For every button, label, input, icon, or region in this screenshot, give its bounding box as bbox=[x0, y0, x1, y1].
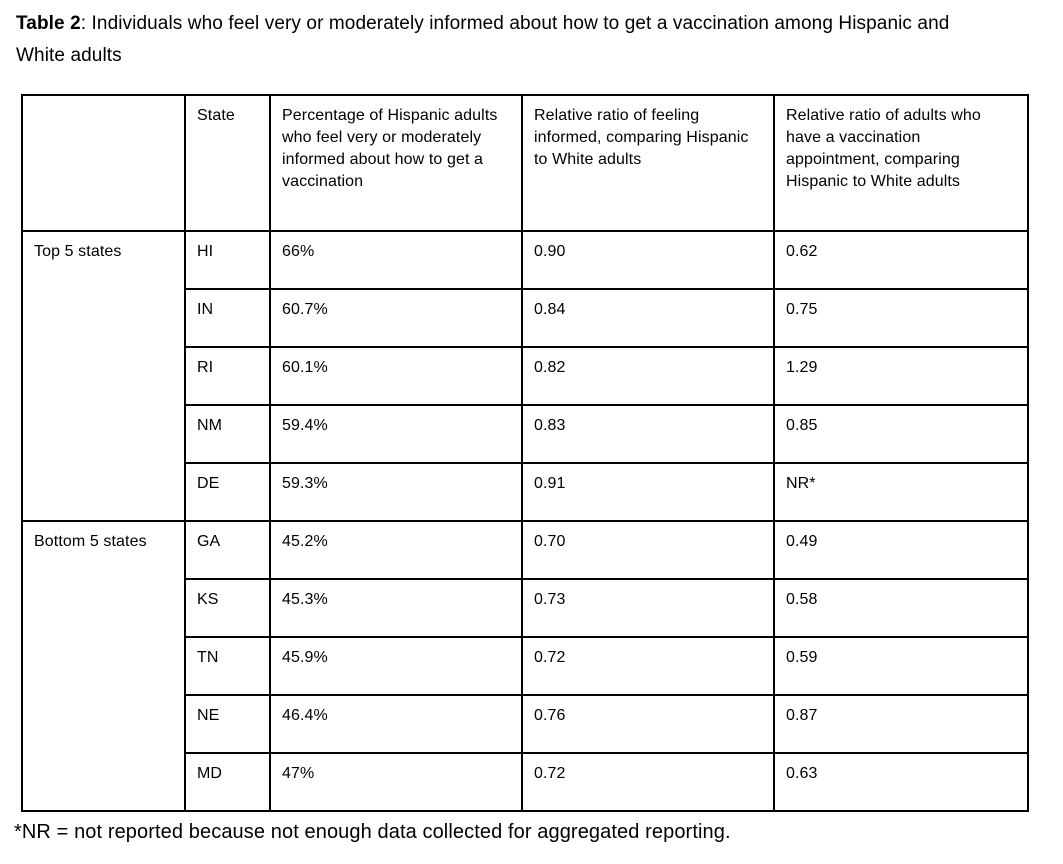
percentage-cell: 59.3% bbox=[270, 463, 522, 521]
percentage-cell: 45.3% bbox=[270, 579, 522, 637]
header-ratio-appointment: Relative ratio of adults who have a vaccination appointment, comparing Hispanic to White adults bbox=[774, 95, 1028, 231]
state-cell: DE bbox=[185, 463, 270, 521]
ratio-informed-cell: 0.82 bbox=[522, 347, 774, 405]
table-title-label: Table 2 bbox=[16, 13, 81, 34]
header-state: State bbox=[185, 95, 270, 231]
ratio-informed-cell: 0.83 bbox=[522, 405, 774, 463]
ratio-appointment-cell: 0.87 bbox=[774, 695, 1028, 753]
ratio-appointment-cell: 0.49 bbox=[774, 521, 1028, 579]
table-row bbox=[22, 231, 1028, 289]
state-cell: HI bbox=[185, 231, 270, 289]
ratio-appointment-cell: 0.75 bbox=[774, 289, 1028, 347]
group-label-bottom5: Bottom 5 states bbox=[22, 521, 185, 811]
ratio-appointment-cell: 0.85 bbox=[774, 405, 1028, 463]
table-footnote: *NR = not reported because not enough data collected for aggregated reporting. bbox=[14, 821, 731, 843]
ratio-appointment-cell: NR* bbox=[774, 463, 1028, 521]
state-cell: RI bbox=[185, 347, 270, 405]
percentage-cell: 66% bbox=[270, 231, 522, 289]
table-title-text: : Individuals who feel very or moderately informed about how to get a vaccination among Hispanic and White adults bbox=[16, 13, 950, 66]
header-row bbox=[22, 95, 1028, 231]
state-cell: GA bbox=[185, 521, 270, 579]
ratio-informed-cell: 0.70 bbox=[522, 521, 774, 579]
header-percentage-informed: Percentage of Hispanic adults who feel very or moderately informed about how to get a vaccination bbox=[270, 95, 522, 231]
ratio-informed-cell: 0.91 bbox=[522, 463, 774, 521]
ratio-appointment-cell: 0.62 bbox=[774, 231, 1028, 289]
percentage-cell: 60.1% bbox=[270, 347, 522, 405]
state-cell: NM bbox=[185, 405, 270, 463]
ratio-informed-cell: 0.72 bbox=[522, 753, 774, 811]
ratio-informed-cell: 0.84 bbox=[522, 289, 774, 347]
ratio-informed-cell: 0.72 bbox=[522, 637, 774, 695]
table-row bbox=[22, 521, 1028, 579]
state-cell: MD bbox=[185, 753, 270, 811]
ratio-appointment-cell: 0.63 bbox=[774, 753, 1028, 811]
percentage-cell: 60.7% bbox=[270, 289, 522, 347]
ratio-appointment-cell: 0.59 bbox=[774, 637, 1028, 695]
ratio-informed-cell: 0.76 bbox=[522, 695, 774, 753]
percentage-cell: 45.9% bbox=[270, 637, 522, 695]
ratio-appointment-cell: 1.29 bbox=[774, 347, 1028, 405]
table-title bbox=[16, 8, 996, 72]
state-cell: IN bbox=[185, 289, 270, 347]
state-cell: NE bbox=[185, 695, 270, 753]
percentage-cell: 45.2% bbox=[270, 521, 522, 579]
percentage-cell: 46.4% bbox=[270, 695, 522, 753]
state-cell: KS bbox=[185, 579, 270, 637]
header-ratio-informed: Relative ratio of feeling informed, comparing Hispanic to White adults bbox=[522, 95, 774, 231]
ratio-informed-cell: 0.90 bbox=[522, 231, 774, 289]
percentage-cell: 47% bbox=[270, 753, 522, 811]
ratio-informed-cell: 0.73 bbox=[522, 579, 774, 637]
header-group-empty bbox=[22, 95, 185, 231]
informed-states-table bbox=[21, 94, 1029, 812]
ratio-appointment-cell: 0.58 bbox=[774, 579, 1028, 637]
state-cell: TN bbox=[185, 637, 270, 695]
percentage-cell: 59.4% bbox=[270, 405, 522, 463]
group-label-top5: Top 5 states bbox=[22, 231, 185, 521]
